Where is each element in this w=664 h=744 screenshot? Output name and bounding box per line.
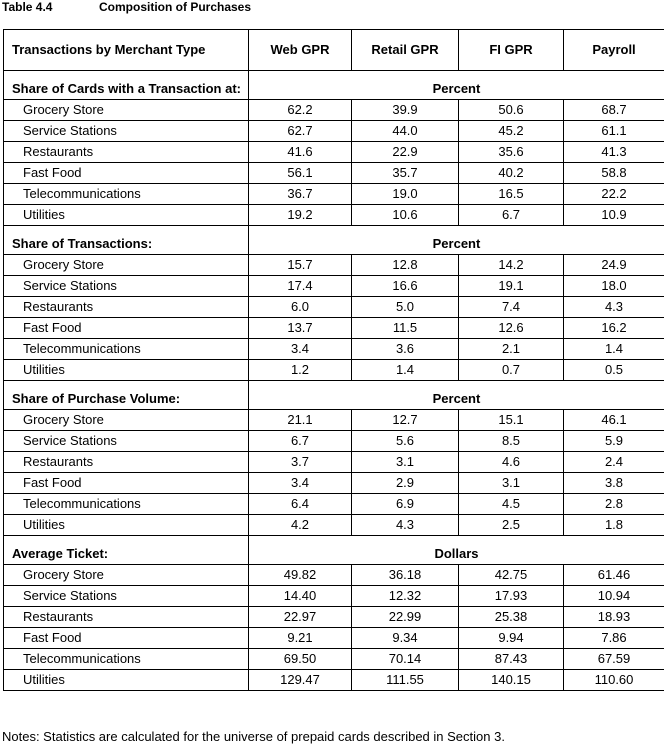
column-header-web-gpr: Web GPR: [249, 30, 352, 71]
value-cell: 11.5: [352, 318, 459, 339]
row-label: Fast Food: [4, 163, 249, 184]
table-row: [4, 163, 664, 184]
value-cell: 12.6: [459, 318, 564, 339]
spacer-cell: [4, 536, 249, 545]
header-row: [4, 30, 664, 71]
table-row: [4, 318, 664, 339]
section-unit: Percent: [249, 389, 664, 410]
table-caption: [2, 0, 251, 14]
value-cell: 6.7: [459, 205, 564, 226]
value-cell: 61.46: [564, 565, 664, 586]
value-cell: 3.1: [352, 452, 459, 473]
value-cell: 7.4: [459, 297, 564, 318]
value-cell: 67.59: [564, 649, 664, 670]
row-label: Grocery Store: [4, 565, 249, 586]
table-row: [4, 586, 664, 607]
spacer-cell: [249, 381, 664, 390]
value-cell: 17.4: [249, 276, 352, 297]
value-cell: 3.4: [249, 473, 352, 494]
value-cell: 15.1: [459, 410, 564, 431]
table-row: [4, 649, 664, 670]
spacer-cell: [249, 536, 664, 545]
row-label: Restaurants: [4, 607, 249, 628]
section-unit: Percent: [249, 234, 664, 255]
value-cell: 0.5: [564, 360, 664, 381]
value-cell: 3.6: [352, 339, 459, 360]
value-cell: 50.6: [459, 100, 564, 121]
table-row: [4, 339, 664, 360]
value-cell: 3.1: [459, 473, 564, 494]
value-cell: 56.1: [249, 163, 352, 184]
section-header-row: [4, 234, 664, 255]
table-row: [4, 494, 664, 515]
section-header-row: [4, 544, 664, 565]
row-label-header: Transactions by Merchant Type: [4, 30, 249, 71]
value-cell: 36.18: [352, 565, 459, 586]
value-cell: 22.9: [352, 142, 459, 163]
value-cell: 40.2: [459, 163, 564, 184]
table-row: [4, 297, 664, 318]
value-cell: 70.14: [352, 649, 459, 670]
value-cell: 5.6: [352, 431, 459, 452]
row-label: Fast Food: [4, 473, 249, 494]
table-row: [4, 473, 664, 494]
row-label: Utilities: [4, 205, 249, 226]
section-title: Share of Purchase Volume:: [4, 389, 249, 410]
value-cell: 9.94: [459, 628, 564, 649]
section-header-row: [4, 79, 664, 100]
section-unit: Dollars: [249, 544, 664, 565]
value-cell: 19.0: [352, 184, 459, 205]
value-cell: 8.5: [459, 431, 564, 452]
table-notes: Notes: Statistics are calculated for the universe of prepaid cards described in Section 3.: [2, 729, 505, 744]
value-cell: 6.7: [249, 431, 352, 452]
section-title: Share of Cards with a Transaction at:: [4, 79, 249, 100]
row-label: Telecommunications: [4, 339, 249, 360]
row-label: Service Stations: [4, 121, 249, 142]
value-cell: 1.8: [564, 515, 664, 536]
row-label: Service Stations: [4, 431, 249, 452]
value-cell: 35.7: [352, 163, 459, 184]
value-cell: 1.4: [352, 360, 459, 381]
table-number: Table 4.4: [2, 0, 53, 14]
value-cell: 25.38: [459, 607, 564, 628]
value-cell: 68.7: [564, 100, 664, 121]
section-unit: Percent: [249, 79, 664, 100]
value-cell: 45.2: [459, 121, 564, 142]
value-cell: 62.2: [249, 100, 352, 121]
value-cell: 41.3: [564, 142, 664, 163]
table-row: [4, 276, 664, 297]
value-cell: 19.1: [459, 276, 564, 297]
value-cell: 14.2: [459, 255, 564, 276]
row-label: Service Stations: [4, 586, 249, 607]
section-spacer: [4, 71, 664, 80]
table-body: [4, 30, 664, 691]
value-cell: 14.40: [249, 586, 352, 607]
table-row: [4, 205, 664, 226]
value-cell: 2.5: [459, 515, 564, 536]
row-label: Utilities: [4, 360, 249, 381]
value-cell: 5.9: [564, 431, 664, 452]
value-cell: 4.2: [249, 515, 352, 536]
value-cell: 22.99: [352, 607, 459, 628]
purchases-table: [3, 29, 664, 691]
value-cell: 4.3: [352, 515, 459, 536]
column-header-payroll: Payroll: [564, 30, 664, 71]
table-row: [4, 142, 664, 163]
value-cell: 9.21: [249, 628, 352, 649]
value-cell: 42.75: [459, 565, 564, 586]
value-cell: 49.82: [249, 565, 352, 586]
value-cell: 15.7: [249, 255, 352, 276]
row-label: Utilities: [4, 670, 249, 691]
row-label: Restaurants: [4, 297, 249, 318]
value-cell: 2.4: [564, 452, 664, 473]
value-cell: 13.7: [249, 318, 352, 339]
table-row: [4, 452, 664, 473]
value-cell: 3.4: [249, 339, 352, 360]
table-row: [4, 431, 664, 452]
row-label: Fast Food: [4, 318, 249, 339]
value-cell: 6.9: [352, 494, 459, 515]
value-cell: 6.0: [249, 297, 352, 318]
value-cell: 24.9: [564, 255, 664, 276]
value-cell: 39.9: [352, 100, 459, 121]
row-label: Grocery Store: [4, 255, 249, 276]
value-cell: 4.3: [564, 297, 664, 318]
table-title: Composition of Purchases: [99, 0, 252, 14]
row-label: Restaurants: [4, 452, 249, 473]
row-label: Fast Food: [4, 628, 249, 649]
value-cell: 12.8: [352, 255, 459, 276]
value-cell: 87.43: [459, 649, 564, 670]
section-title: Average Ticket:: [4, 544, 249, 565]
value-cell: 18.93: [564, 607, 664, 628]
value-cell: 12.32: [352, 586, 459, 607]
spacer-cell: [4, 381, 249, 390]
section-spacer: [4, 226, 664, 235]
table-row: [4, 255, 664, 276]
section-spacer: [4, 381, 664, 390]
section-title: Share of Transactions:: [4, 234, 249, 255]
spacer-cell: [249, 226, 664, 235]
value-cell: 0.7: [459, 360, 564, 381]
section-spacer: [4, 536, 664, 545]
value-cell: 22.97: [249, 607, 352, 628]
table-row: [4, 184, 664, 205]
table-row: [4, 121, 664, 142]
row-label: Grocery Store: [4, 410, 249, 431]
value-cell: 41.6: [249, 142, 352, 163]
table-row: [4, 565, 664, 586]
value-cell: 16.2: [564, 318, 664, 339]
value-cell: 35.6: [459, 142, 564, 163]
value-cell: 58.8: [564, 163, 664, 184]
row-label: Restaurants: [4, 142, 249, 163]
row-label: Service Stations: [4, 276, 249, 297]
value-cell: 46.1: [564, 410, 664, 431]
value-cell: 3.8: [564, 473, 664, 494]
value-cell: 111.55: [352, 670, 459, 691]
table-row: [4, 360, 664, 381]
row-label: Telecommunications: [4, 649, 249, 670]
value-cell: 2.8: [564, 494, 664, 515]
table-row: [4, 515, 664, 536]
spacer-cell: [4, 71, 249, 80]
value-cell: 17.93: [459, 586, 564, 607]
value-cell: 2.1: [459, 339, 564, 360]
row-label: Telecommunications: [4, 184, 249, 205]
value-cell: 16.5: [459, 184, 564, 205]
value-cell: 16.6: [352, 276, 459, 297]
spacer-cell: [249, 71, 664, 80]
value-cell: 36.7: [249, 184, 352, 205]
value-cell: 7.86: [564, 628, 664, 649]
value-cell: 1.2: [249, 360, 352, 381]
value-cell: 22.2: [564, 184, 664, 205]
value-cell: 6.4: [249, 494, 352, 515]
value-cell: 10.94: [564, 586, 664, 607]
table-row: [4, 607, 664, 628]
value-cell: 2.9: [352, 473, 459, 494]
row-label: Telecommunications: [4, 494, 249, 515]
value-cell: 21.1: [249, 410, 352, 431]
value-cell: 12.7: [352, 410, 459, 431]
column-header-retail-gpr: Retail GPR: [352, 30, 459, 71]
table-row: [4, 410, 664, 431]
value-cell: 4.6: [459, 452, 564, 473]
value-cell: 9.34: [352, 628, 459, 649]
value-cell: 10.6: [352, 205, 459, 226]
row-label: Grocery Store: [4, 100, 249, 121]
value-cell: 110.60: [564, 670, 664, 691]
value-cell: 129.47: [249, 670, 352, 691]
value-cell: 44.0: [352, 121, 459, 142]
section-header-row: [4, 389, 664, 410]
table-row: [4, 670, 664, 691]
column-header-fi-gpr: FI GPR: [459, 30, 564, 71]
value-cell: 5.0: [352, 297, 459, 318]
value-cell: 10.9: [564, 205, 664, 226]
value-cell: 19.2: [249, 205, 352, 226]
table-row: [4, 628, 664, 649]
value-cell: 18.0: [564, 276, 664, 297]
value-cell: 61.1: [564, 121, 664, 142]
value-cell: 140.15: [459, 670, 564, 691]
value-cell: 4.5: [459, 494, 564, 515]
value-cell: 1.4: [564, 339, 664, 360]
value-cell: 62.7: [249, 121, 352, 142]
value-cell: 3.7: [249, 452, 352, 473]
value-cell: 69.50: [249, 649, 352, 670]
row-label: Utilities: [4, 515, 249, 536]
spacer-cell: [4, 226, 249, 235]
table-row: [4, 100, 664, 121]
